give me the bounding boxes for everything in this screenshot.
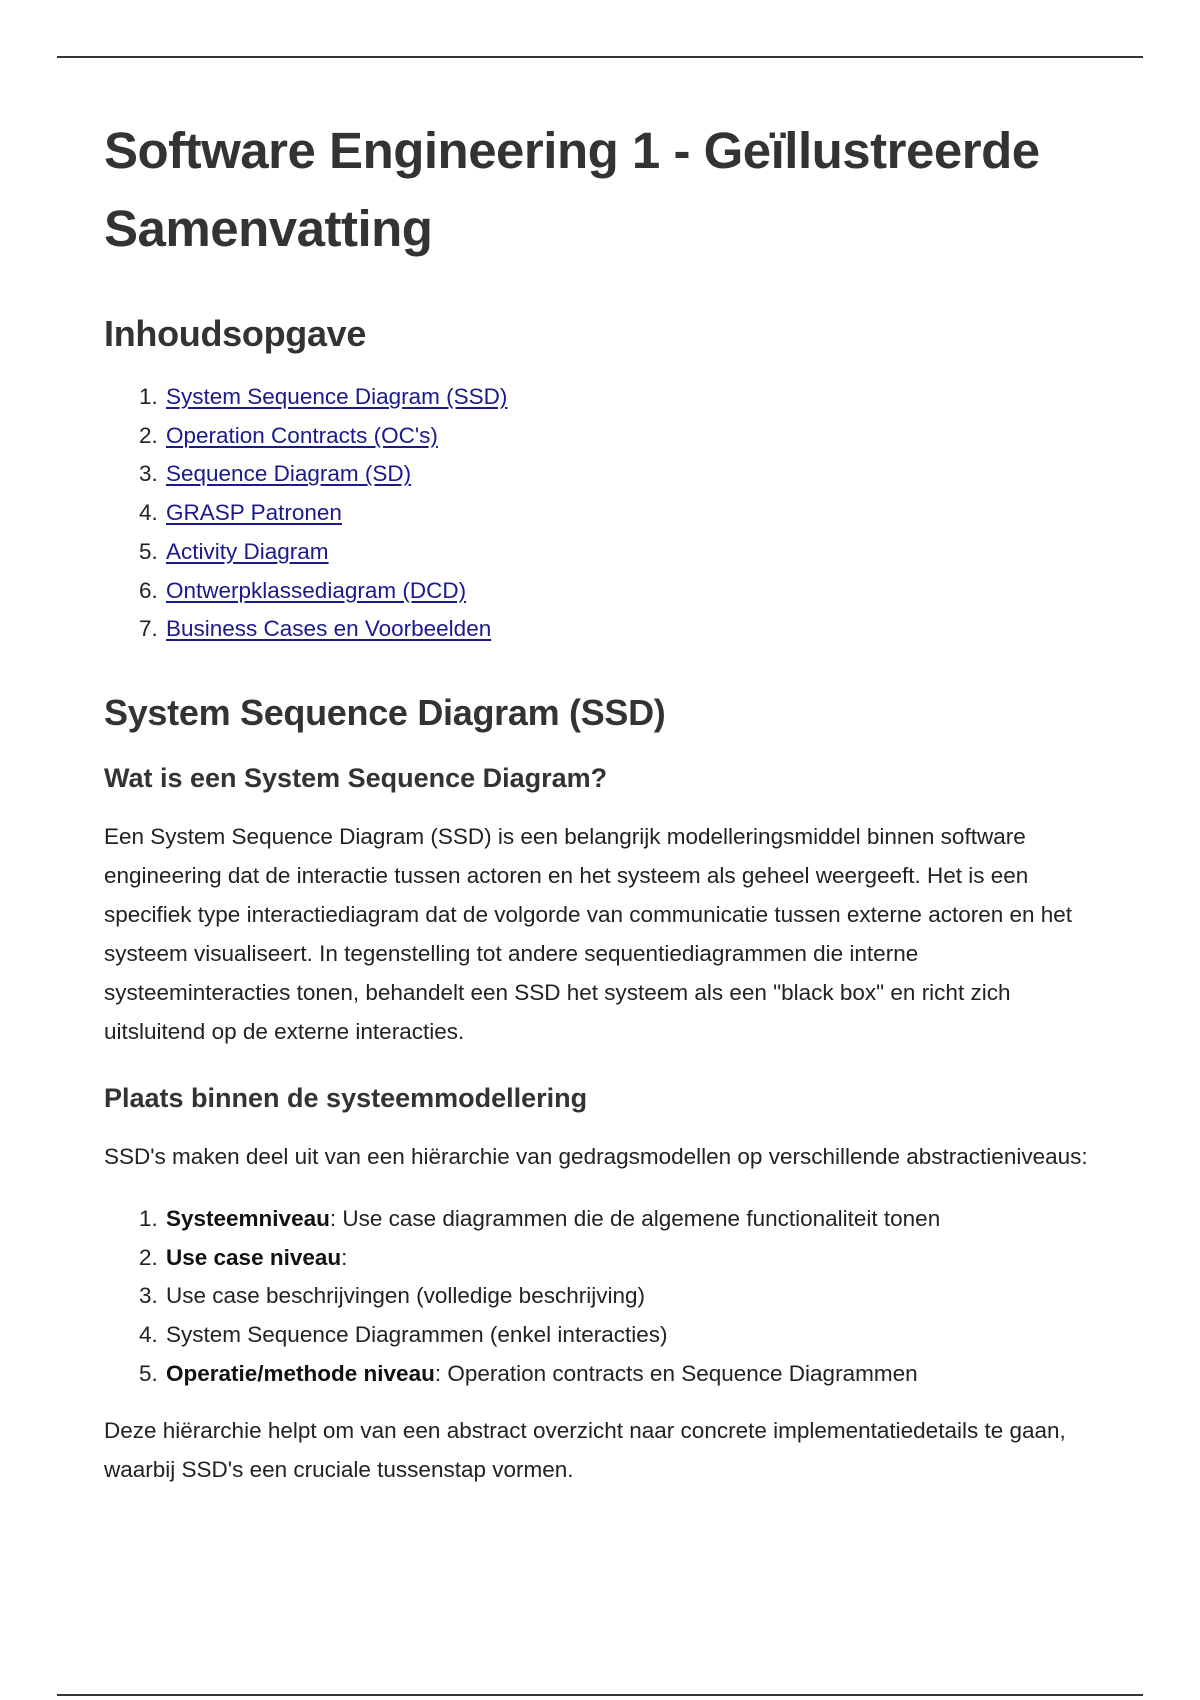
toc-heading: Inhoudsopgave — [104, 313, 367, 354]
toc-item — [164, 417, 1104, 456]
top-horizontal-rule — [57, 56, 1143, 58]
level-description: Use case beschrijvingen (volledige beschrijving) — [166, 1283, 645, 1309]
level-description: : Use case diagrammen die de algemene functionaliteit tonen — [329, 1205, 941, 1231]
level-description: : — [341, 1244, 348, 1270]
toc-item — [164, 455, 1104, 494]
bottom-horizontal-rule — [57, 1694, 1143, 1696]
table-of-contents — [104, 378, 1104, 649]
list-item — [164, 1355, 1104, 1394]
section-heading-ssd: System Sequence Diagram (SSD) — [104, 691, 666, 733]
subheading-place-in-modelling: Plaats binnen de systeemmodellering — [104, 1082, 588, 1113]
toc-link-ssd[interactable]: System Sequence Diagram (SSD) — [166, 384, 508, 409]
toc-link-sequence-diagram[interactable]: Sequence Diagram (SD) — [166, 461, 412, 487]
toc-item — [164, 610, 1104, 649]
toc-item — [164, 494, 1104, 533]
paragraph-hierarchy-closing: Deze hiërarchie helpt om van een abstract overzicht naar concrete implementatiedetails te gaan, waarbij SSD's een cruciale tussenstap vormen. — [104, 1418, 1066, 1483]
document-body — [104, 112, 1104, 1489]
paragraph-hierarchy-intro: SSD's maken deel uit van een hiërarchie van gedragsmodellen op verschillende abstractieniveaus: — [104, 1143, 1088, 1169]
toc-item — [164, 572, 1104, 611]
level-label: Operatie/methode niveau — [166, 1360, 435, 1386]
level-label: Systeemniveau — [166, 1205, 330, 1231]
toc-item — [164, 378, 1104, 417]
level-description: System Sequence Diagrammen (enkel interacties) — [166, 1322, 668, 1348]
list-item — [164, 1316, 1104, 1355]
toc-link-dcd[interactable]: Ontwerpklassediagram (DCD) — [166, 577, 467, 603]
abstraction-levels-list — [104, 1200, 1104, 1394]
list-item — [164, 1277, 1104, 1316]
list-item — [164, 1200, 1104, 1239]
paragraph-what-is-ssd: Een System Sequence Diagram (SSD) is een belangrijk modelleringsmiddel binnen software engineering dat de interactie tussen actoren en het systeem als geheel weergeeft. Het is een specifiek type interactiediagram dat de volgorde van communicatie tussen externe actoren en het systeem visualiseert. In tegenstelling tot andere sequentiediagrammen die interne systeeminteracties tonen, behandelt een SSD het systeem als een "black box" en richt zich uitsluitend op de externe interacties. — [104, 823, 1073, 1044]
toc-link-operation-contracts[interactable]: Operation Contracts (OC's) — [166, 422, 438, 448]
list-item — [164, 1239, 1104, 1278]
level-label: Use case niveau — [166, 1244, 342, 1270]
level-description: : Operation contracts en Sequence Diagrammen — [434, 1360, 918, 1386]
toc-item — [164, 533, 1104, 572]
subheading-what-is-ssd: Wat is een System Sequence Diagram? — [104, 762, 608, 793]
toc-link-activity-diagram[interactable]: Activity Diagram — [166, 538, 329, 564]
toc-link-business-cases[interactable]: Business Cases en Voorbeelden — [166, 616, 492, 642]
toc-link-grasp[interactable]: GRASP Patronen — [166, 500, 342, 526]
document-title: Software Engineering 1 - Geïllustreerde Samenvatting — [104, 122, 1040, 257]
